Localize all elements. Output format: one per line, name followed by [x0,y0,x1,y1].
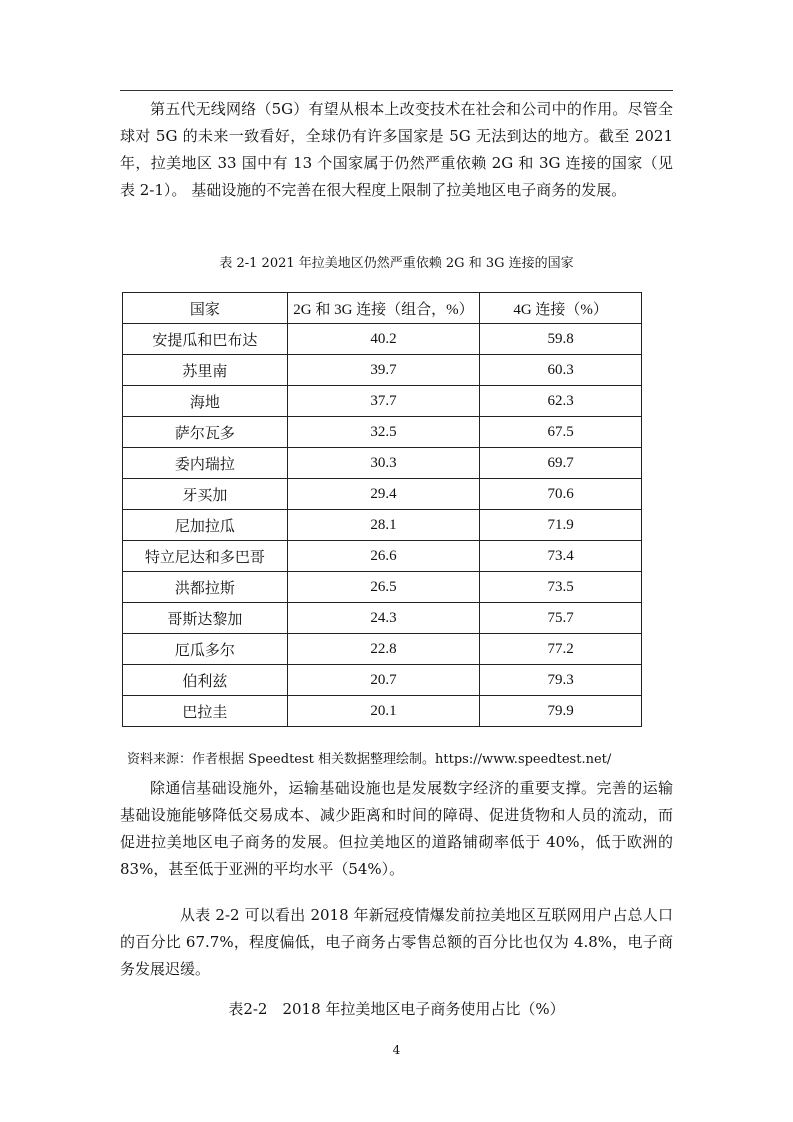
paragraph-transport-infrastructure: 除通信基础设施外，运输基础设施也是发展数字经济的重要支撑。完善的运输基础设施能够降低交易成本、减少距离和时间的障碍、促进货物和人员的流动，而促进拉美地区电子商务的发展。但拉美地区的道路铺砌率低于 40%，低于欧洲的 83%，甚至低于亚洲的平均水平（54%）。 [120,779,673,878]
header-4g: 4G 连接（%） [480,293,642,324]
cell-2g-3g: 40.2 [287,324,480,355]
cell-4g: 69.7 [480,448,642,479]
table-2-1 [122,292,642,727]
cell-country: 特立尼达和多巴哥 [123,541,288,572]
cell-2g-3g: 39.7 [287,355,480,386]
table-row [123,479,642,510]
cell-2g-3g: 22.8 [287,634,480,665]
table-row [123,634,642,665]
cell-4g: 79.9 [480,696,642,727]
cell-4g: 62.3 [480,386,642,417]
cell-2g-3g: 20.7 [287,665,480,696]
cell-4g: 73.5 [480,572,642,603]
cell-2g-3g: 20.1 [287,696,480,727]
cell-country: 萨尔瓦多 [123,417,288,448]
paragraph-ecommerce-share: 从表 2-2 可以看出 2018 年新冠疫情爆发前拉美地区互联网用户占总人口的百分比 67.7%，程度偏低，电子商务占零售总额的百分比也仅为 4.8%，电子商务发展迟缓。 [120,906,673,978]
table-row [123,603,642,634]
table-row [123,448,642,479]
table-header-row [123,293,642,324]
cell-4g: 75.7 [480,603,642,634]
cell-country: 海地 [123,386,288,417]
cell-2g-3g: 37.7 [287,386,480,417]
cell-4g: 67.5 [480,417,642,448]
cell-2g-3g: 24.3 [287,603,480,634]
cell-country: 安提瓜和巴布达 [123,324,288,355]
table-row [123,386,642,417]
table-2-2-caption: 表2-2 2018 年拉美地区电子商务使用占比（%） [228,1000,565,1018]
cell-country: 巴拉圭 [123,696,288,727]
table-row [123,417,642,448]
cell-country: 洪都拉斯 [123,572,288,603]
cell-2g-3g: 29.4 [287,479,480,510]
cell-country: 苏里南 [123,355,288,386]
table-source-note: 资料来源：作者根据 Speedtest 相关数据整理绘制。https://www.speedtest.net/ [127,752,612,767]
table-row [123,572,642,603]
header-2g-3g: 2G 和 3G 连接（组合，%） [287,293,480,324]
cell-4g: 60.3 [480,355,642,386]
table-2-1-caption: 表 2-1 2021 年拉美地区仍然严重依赖 2G 和 3G 连接的国家 [219,256,574,271]
cell-2g-3g: 26.5 [287,572,480,603]
cell-4g: 70.6 [480,479,642,510]
cell-country: 委内瑞拉 [123,448,288,479]
cell-2g-3g: 32.5 [287,417,480,448]
table-row [123,665,642,696]
cell-country: 哥斯达黎加 [123,603,288,634]
table-row [123,541,642,572]
cell-2g-3g: 30.3 [287,448,480,479]
cell-country: 厄瓜多尔 [123,634,288,665]
table-row [123,510,642,541]
cell-4g: 79.3 [480,665,642,696]
cell-4g: 59.8 [480,324,642,355]
cell-country: 牙买加 [123,479,288,510]
table-row [123,324,642,355]
cell-2g-3g: 26.6 [287,541,480,572]
cell-4g: 71.9 [480,510,642,541]
page-number: 4 [392,1043,401,1057]
cell-country: 尼加拉瓜 [123,510,288,541]
paragraph-5g-intro: 第五代无线网络（5G）有望从根本上改变技术在社会和公司中的作用。尽管全球对 5G 的未来一致看好，全球仍有许多国家是 5G 无法到达的地方。截至 2021 年，拉美地区 33 国中有 13 个国家属于仍然严重依赖 2G 和 3G 连接的国家（见表 2-1）。 基础设施的不完善在很大程度上限制了拉美地区电子商务的发展。 [120,100,673,199]
header-country: 国家 [123,293,288,324]
header-rule [120,90,673,91]
cell-country: 伯利兹 [123,665,288,696]
cell-4g: 73.4 [480,541,642,572]
table-row [123,696,642,727]
table-row [123,355,642,386]
cell-4g: 77.2 [480,634,642,665]
cell-2g-3g: 28.1 [287,510,480,541]
